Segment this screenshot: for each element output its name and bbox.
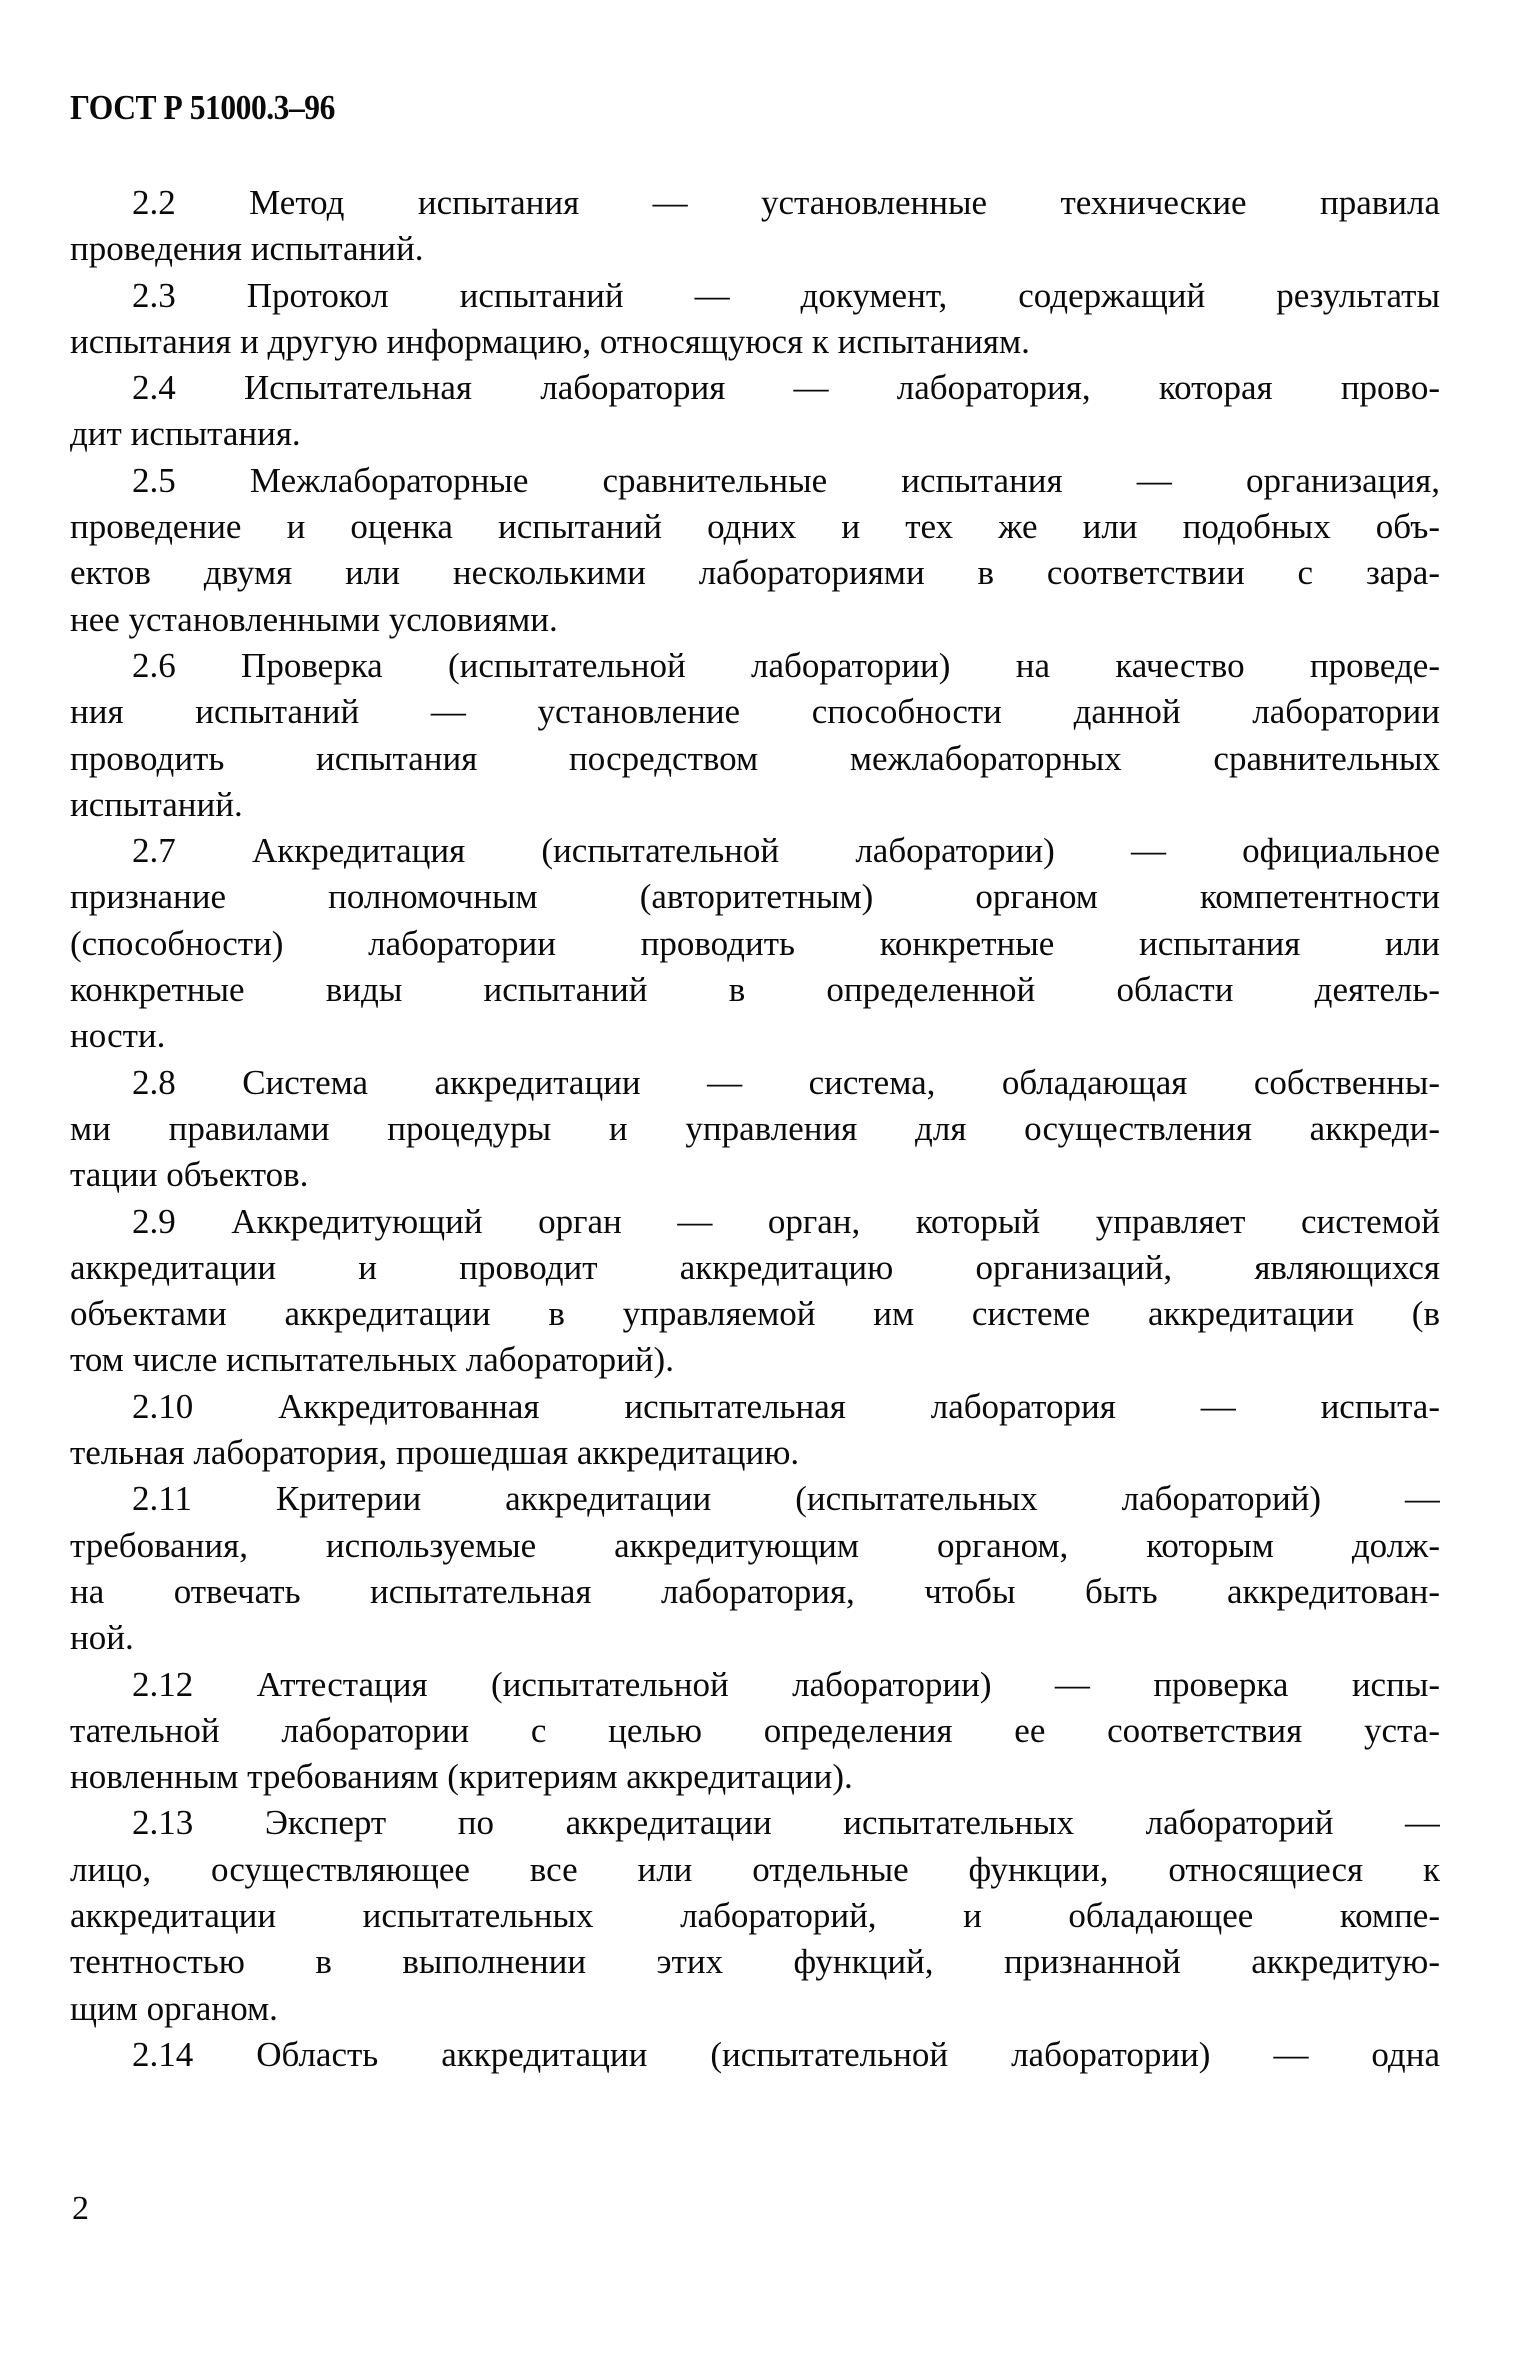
paragraph-line: 2.10 Аккредитованная испытательная лаборатория — испыта- (132, 1386, 1440, 1426)
paragraph-line: 2.2 Метод испытания — установленные технические правила (132, 183, 1440, 222)
paragraph-2-14 (70, 2032, 1440, 2078)
paragraph-line: щим органом. (70, 1988, 278, 2028)
document-header-standard-id: ГОСТ Р 51000.3–96 (70, 88, 335, 127)
paragraph-2-2 (70, 180, 1440, 273)
paragraph-line: 2.13 Эксперт по аккредитации испытательных лабораторий — (132, 1803, 1440, 1843)
paragraph-2-11 (70, 1476, 1440, 1661)
paragraph-line: ности. (70, 1016, 166, 1056)
paragraph-line: аккредитации и проводит аккредитацию организаций, являющихся (70, 1247, 1440, 1287)
paragraph-line: на отвечать испытательная лаборатория, чтобы быть аккредитован- (70, 1571, 1440, 1611)
paragraph-2-10 (70, 1384, 1440, 1477)
paragraph-line: тации объектов. (70, 1155, 309, 1195)
paragraph-line: объектами аккредитации в управляемой им системе аккредитации (в (70, 1294, 1440, 1334)
paragraph-2-7 (70, 828, 1440, 1059)
paragraph-2-3 (70, 273, 1440, 366)
paragraph-line: требования, используемые аккредитующим органом, которым долж- (70, 1525, 1440, 1565)
paragraph-line: ектов двумя или несколькими лабораториями в соответствии с зара- (70, 553, 1440, 593)
paragraph-line: 2.5 Межлабораторные сравнительные испытания — организация, (132, 460, 1440, 500)
paragraph-line: аккредитации испытательных лабораторий, и обладающее компе- (70, 1895, 1440, 1935)
paragraph-line: ми правилами процедуры и управления для осуществления аккреди- (70, 1108, 1440, 1148)
paragraph-line: тельная лаборатория, прошедшая аккредитацию. (70, 1433, 800, 1473)
paragraph-line: проведение и оценка испытаний одних и тех же или подобных объ- (70, 507, 1440, 547)
page-number: 2 (72, 2190, 89, 2227)
paragraph-2-5 (70, 458, 1440, 643)
paragraph-line: 2.14 Область аккредитации (испытательной лаборатории) — одна (132, 2034, 1440, 2074)
paragraph-2-13 (70, 1800, 1440, 2031)
paragraph-2-12 (70, 1662, 1440, 1801)
paragraph-line: новленным требованиям (критериям аккредитации). (70, 1757, 853, 1797)
paragraph-line: ной. (70, 1618, 134, 1658)
paragraph-line: нее установленными условиями. (70, 599, 558, 639)
paragraph-line: 2.11 Критерии аккредитации (испытательных лабораторий) — (132, 1479, 1440, 1519)
paragraph-line: признание полномочным (авторитетным) органом компетентности (70, 877, 1440, 917)
paragraph-line: (способности) лаборатории проводить конкретные испытания или (70, 923, 1440, 963)
paragraph-line: 2.12 Аттестация (испытательной лаборатории) — проверка испы- (132, 1664, 1440, 1704)
document-body (70, 180, 1440, 2078)
paragraph-2-9 (70, 1199, 1440, 1384)
paragraph-2-6 (70, 643, 1440, 828)
paragraph-line: проводить испытания посредством межлабораторных сравнительных (70, 738, 1440, 778)
paragraph-line: испытания и другую информацию, относящуюся к испытаниям. (70, 321, 1030, 361)
paragraph-line: 2.3 Протокол испытаний — документ, содержащий результаты (132, 275, 1440, 315)
paragraph-2-8 (70, 1060, 1440, 1199)
paragraph-line: дит испытания. (70, 414, 301, 454)
paragraph-2-4 (70, 365, 1440, 458)
paragraph-line: проведения испытаний. (70, 229, 424, 269)
paragraph-line: тентностью в выполнении этих функций, признанной аккредитую- (70, 1942, 1440, 1982)
paragraph-line: лицо, осуществляющее все или отдельные функции, относящиеся к (70, 1849, 1440, 1889)
paragraph-line: 2.8 Система аккредитации — система, обладающая собственны- (132, 1062, 1440, 1102)
paragraph-line: ния испытаний — установление способности данной лаборатории (70, 692, 1440, 732)
paragraph-line: том числе испытательных лабораторий). (70, 1340, 674, 1380)
paragraph-line: испытаний. (70, 784, 243, 824)
paragraph-line: 2.9 Аккредитующий орган — орган, который управляет системой (132, 1201, 1440, 1241)
paragraph-line: 2.6 Проверка (испытательной лаборатории) на качество проведе- (132, 645, 1440, 685)
paragraph-line: конкретные виды испытаний в определенной области деятель- (70, 970, 1440, 1010)
paragraph-line: тательной лаборатории с целью определения ее соответствия уста- (70, 1710, 1440, 1750)
paragraph-line: 2.4 Испытательная лаборатория — лаборатория, которая прово- (132, 368, 1440, 408)
paragraph-line: 2.7 Аккредитация (испытательной лаборатории) — официальное (132, 831, 1440, 871)
